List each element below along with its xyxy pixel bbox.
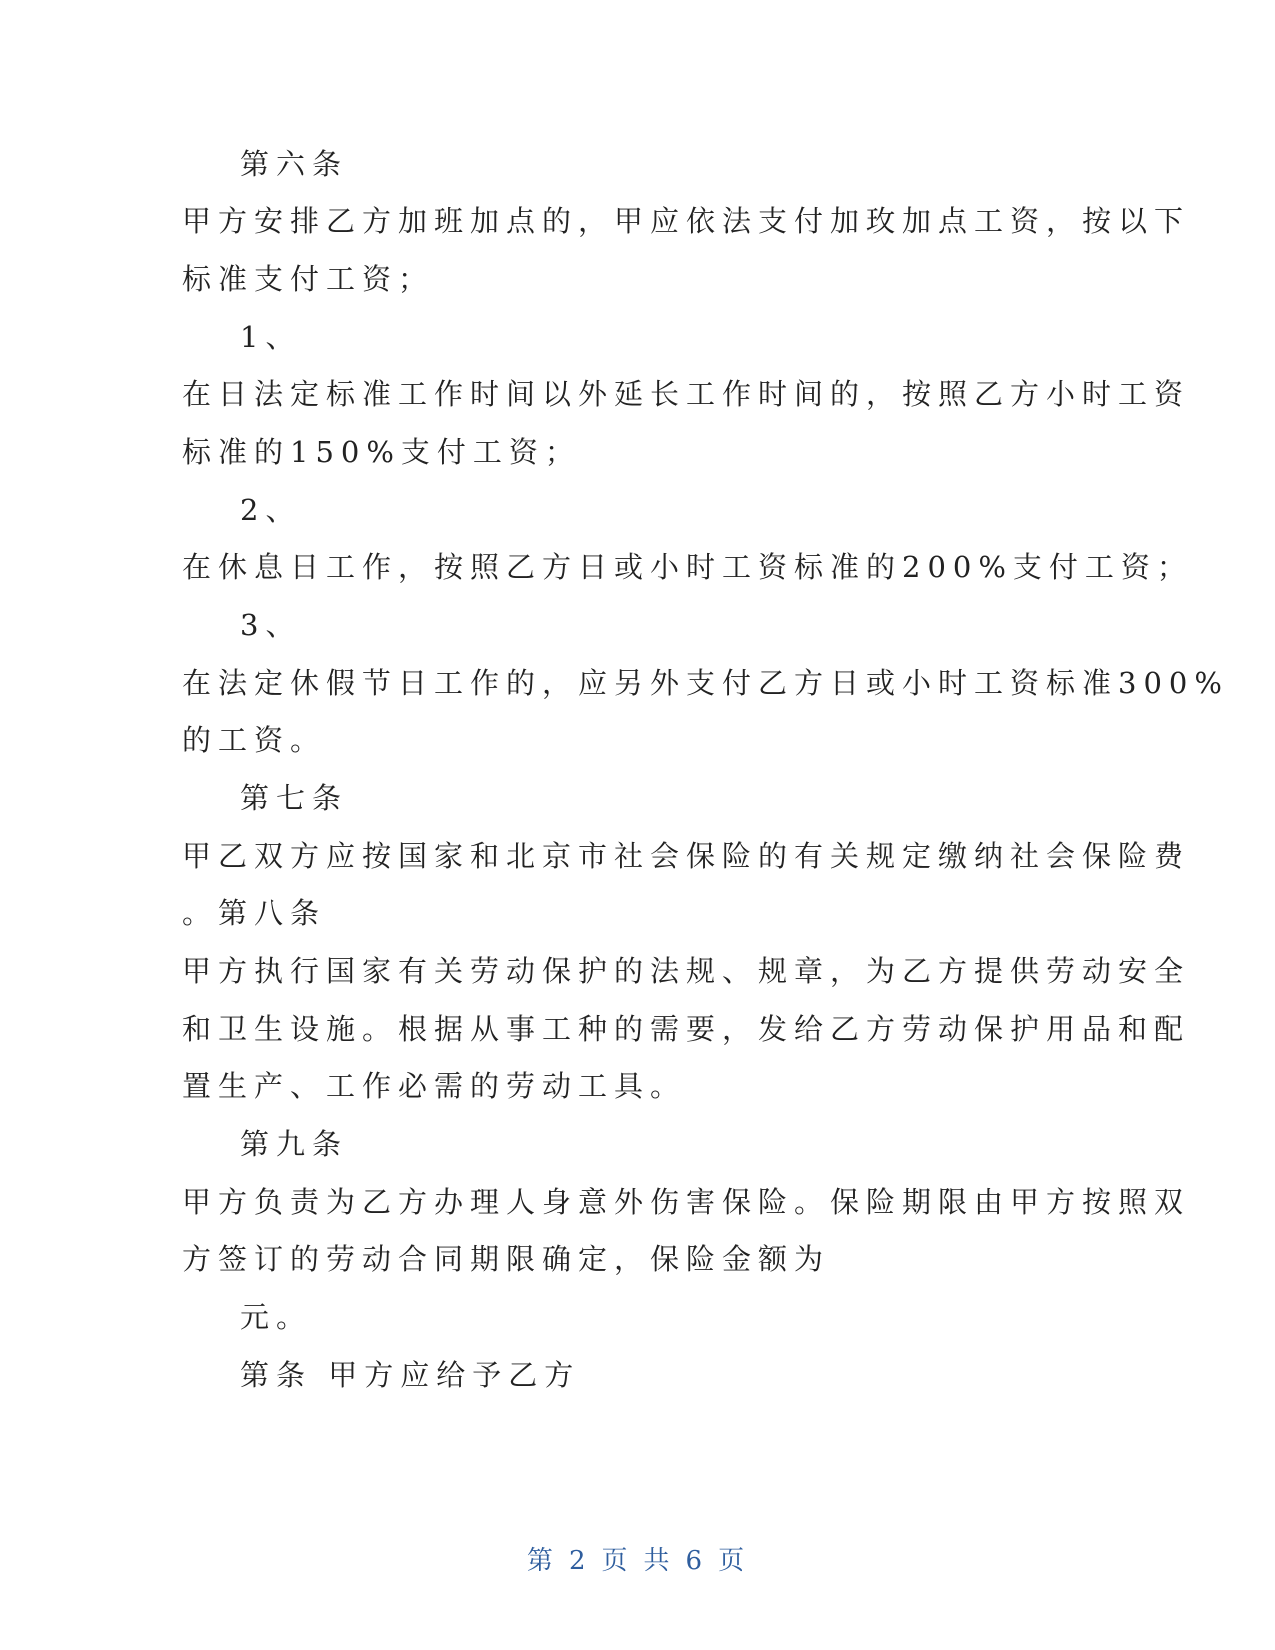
- body-line: 在休息日工作，按照乙方日或小时工资标准的200%支付工资；: [182, 550, 1193, 584]
- body-line: 甲方安排乙方加班加点的，甲应依法支付加玫加点工资，按以下: [182, 204, 1191, 238]
- item-number-3: 3、: [240, 608, 302, 642]
- footer-prefix: 第: [526, 1546, 557, 1576]
- page-footer: [0, 1540, 1275, 1577]
- body-line: 甲方执行国家有关劳动保护的法规、规章，为乙方提供劳动安全: [182, 954, 1191, 988]
- body-line: 置生产、工作必需的劳动工具。: [182, 1069, 687, 1103]
- article-heading-unnumbered: 第条 甲方应给予乙方: [240, 1358, 581, 1392]
- body-line: 甲方负责为乙方办理人身意外伤害保险。保险期限由甲方按照双: [182, 1185, 1191, 1219]
- footer-page-word: 页: [601, 1546, 632, 1576]
- body-line: 和卫生设施。根据从事工种的需要，发给乙方劳动保护用品和配: [182, 1012, 1191, 1046]
- article-9-heading: 第九条: [240, 1127, 349, 1161]
- footer-total-prefix: 共: [643, 1546, 674, 1576]
- article-8-heading: 。第八条: [182, 896, 327, 930]
- body-line: 在法定休假节日工作的，应另外支付乙方日或小时工资标准300%: [182, 666, 1229, 700]
- body-line: 标准的150%支付工资；: [182, 435, 581, 469]
- body-line: 甲乙双方应按国家和北京市社会保险的有关规定缴纳社会保险费: [182, 839, 1191, 873]
- body-line: 的工资。: [182, 723, 327, 757]
- item-number-1: 1、: [240, 320, 302, 354]
- article-6-heading: 第六条: [240, 147, 349, 181]
- footer-current-page: 2: [568, 1546, 590, 1576]
- body-line: 方签订的劳动合同期限确定，保险金额为: [182, 1242, 831, 1276]
- footer-suffix: 页: [718, 1546, 749, 1576]
- footer-total-pages: 6: [685, 1546, 707, 1576]
- article-7-heading: 第七条: [240, 781, 349, 815]
- body-line: 标准支付工资；: [182, 262, 435, 296]
- body-line: 元。: [240, 1300, 313, 1334]
- item-number-2: 2、: [240, 493, 302, 527]
- body-line: 在日法定标准工作时间以外延长工作时间的，按照乙方小时工资: [182, 377, 1191, 411]
